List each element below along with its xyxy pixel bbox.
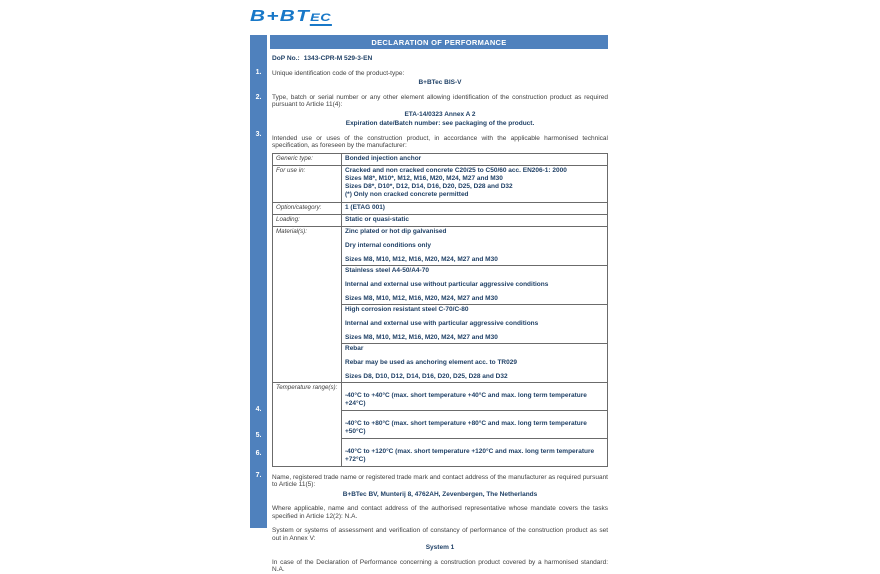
table-value-temperature-120: -40°C to +120°C (max. short temperature +120°C and max. long term temperature +72°C) bbox=[342, 438, 608, 466]
table-value-option-category: 1 (ETAG 001) bbox=[342, 202, 608, 214]
material-line: High corrosion resistant steel C-70/C-80 bbox=[345, 305, 469, 313]
table-row-for-use-in bbox=[273, 165, 608, 202]
table-value-material-stainless bbox=[342, 265, 608, 304]
table-row-option-category bbox=[273, 202, 608, 214]
dop-label: DoP No.: bbox=[272, 55, 300, 62]
table-label-loading: Loading: bbox=[273, 214, 342, 226]
section-7-text: In case of the Declaration of Performance concerning a construction product covered by a harmonised standard: N.A. bbox=[272, 558, 608, 573]
table-label-option-category: Option/category: bbox=[273, 202, 342, 214]
material-line: Rebar bbox=[345, 344, 364, 352]
section-number-6: 6. bbox=[255, 450, 262, 457]
for-use-in-line: Sizes M8*, M10*, M12, M16, M20, M24, M27 and M30 bbox=[345, 174, 503, 182]
material-line: Internal and external use with particular aggressive conditions bbox=[345, 319, 539, 327]
section-6-value: System 1 bbox=[425, 544, 455, 551]
table-label-temperature: Temperature range(s): bbox=[273, 382, 342, 466]
section-4-value: B+BTec BV, Munterij 8, 4762AH, Zevenbergen, The Netherlands bbox=[342, 490, 538, 498]
section-number-2: 2. bbox=[255, 94, 262, 101]
section-3-text: Intended use or uses of the construction product, in accordance with the applicable harmonised technical specification, as foreseen by the manufacturer: bbox=[272, 134, 608, 149]
material-line: Sizes D8, D10, D12, D14, D16, D20, D25, D28 and D32 bbox=[345, 372, 508, 380]
material-line: Stainless steel A4-50/A4-70 bbox=[345, 266, 429, 274]
dop-number-line bbox=[272, 55, 608, 63]
section-2-text: Type, batch or serial number or any other element allowing identification of the construction product as required pursuant to Article 11(4): bbox=[272, 93, 608, 108]
for-use-in-line: Cracked and non cracked concrete C20/25 to C50/60 acc. EN206-1: 2000 bbox=[345, 166, 567, 174]
document-title: DECLARATION OF PERFORMANCE bbox=[371, 37, 507, 47]
material-line: Sizes M8, M10, M12, M16, M20, M24, M27 and M30 bbox=[345, 255, 498, 263]
table-value-for-use-in bbox=[342, 165, 608, 202]
table-row-temperature-40 bbox=[273, 382, 608, 410]
table-label-generic-type: Generic type: bbox=[273, 153, 342, 165]
material-line: Dry internal conditions only bbox=[345, 241, 431, 249]
company-logo bbox=[250, 8, 331, 26]
table-value-temperature-80: -40°C to +80°C (max. short temperature +80°C and max. long term temperature +50°C) bbox=[342, 410, 608, 438]
table-value-material-high-corrosion bbox=[342, 304, 608, 343]
dop-number: 1343-CPR-M 529-3-EN bbox=[303, 55, 373, 62]
for-use-in-line: (*) Only non cracked concrete permitted bbox=[345, 190, 469, 198]
for-use-in-line: Sizes D8*, D10*, D12, D14, D16, D20, D25, D28 and D32 bbox=[345, 182, 513, 190]
table-value-generic-type: Bonded injection anchor bbox=[342, 153, 608, 165]
table-value-loading: Static or quasi-static bbox=[342, 214, 608, 226]
document-body bbox=[272, 49, 608, 574]
table-row-material-zinc bbox=[273, 226, 608, 265]
table-label-for-use-in: For use in: bbox=[273, 165, 342, 202]
table-value-material-zinc bbox=[342, 226, 608, 265]
section-6-text: System or systems of assessment and verification of constancy of performance of the construction product as set out in Annex V: bbox=[272, 527, 608, 542]
table-label-materials: Material(s): bbox=[273, 226, 342, 382]
section-5-text: Where applicable, name and contact address of the authorised representative whose mandate covers the tasks specified in Article 12(2): N.A. bbox=[272, 505, 608, 520]
section-1-text: Unique identification code of the product-type: bbox=[272, 69, 405, 77]
section-2-value-eta: ETA-14/0323 Annex A 2 bbox=[404, 110, 476, 118]
logo-text-suffix: EC bbox=[310, 12, 332, 24]
section-number-5: 5. bbox=[255, 432, 262, 439]
material-line: Sizes M8, M10, M12, M16, M20, M24, M27 and M30 bbox=[345, 333, 498, 341]
material-line: Sizes M8, M10, M12, M16, M20, M24, M27 and M30 bbox=[345, 294, 498, 302]
table-row-generic-type bbox=[273, 153, 608, 165]
material-line: Internal and external use without particular aggressive conditions bbox=[345, 280, 549, 288]
section-number-3: 3. bbox=[255, 131, 262, 138]
material-line: Rebar may be used as anchoring element acc. to TR029 bbox=[345, 358, 517, 366]
document-title-bar bbox=[270, 35, 608, 49]
section-number-1: 1. bbox=[255, 69, 262, 76]
section-2-value-expiration: Expiration date/Batch number: see packaging of the product. bbox=[345, 120, 535, 127]
intended-use-table bbox=[272, 153, 608, 467]
section-4-text: Name, registered trade name or registered trade mark and contact address of the manufacturer as required pursuant to Article 11(5): bbox=[272, 473, 608, 488]
table-value-temperature-40: -40°C to +40°C (max. short temperature +40°C and max. long term temperature +24°C) bbox=[342, 382, 608, 410]
logo-text: B+BT bbox=[250, 8, 311, 25]
table-row-loading bbox=[273, 214, 608, 226]
table-value-material-rebar bbox=[342, 343, 608, 382]
material-line: Zinc plated or hot dip galvanised bbox=[345, 227, 447, 235]
section-1-value: B+BTec BIS-V bbox=[418, 79, 462, 86]
section-number-4: 4. bbox=[255, 406, 262, 413]
section-number-7: 7. bbox=[255, 472, 262, 479]
